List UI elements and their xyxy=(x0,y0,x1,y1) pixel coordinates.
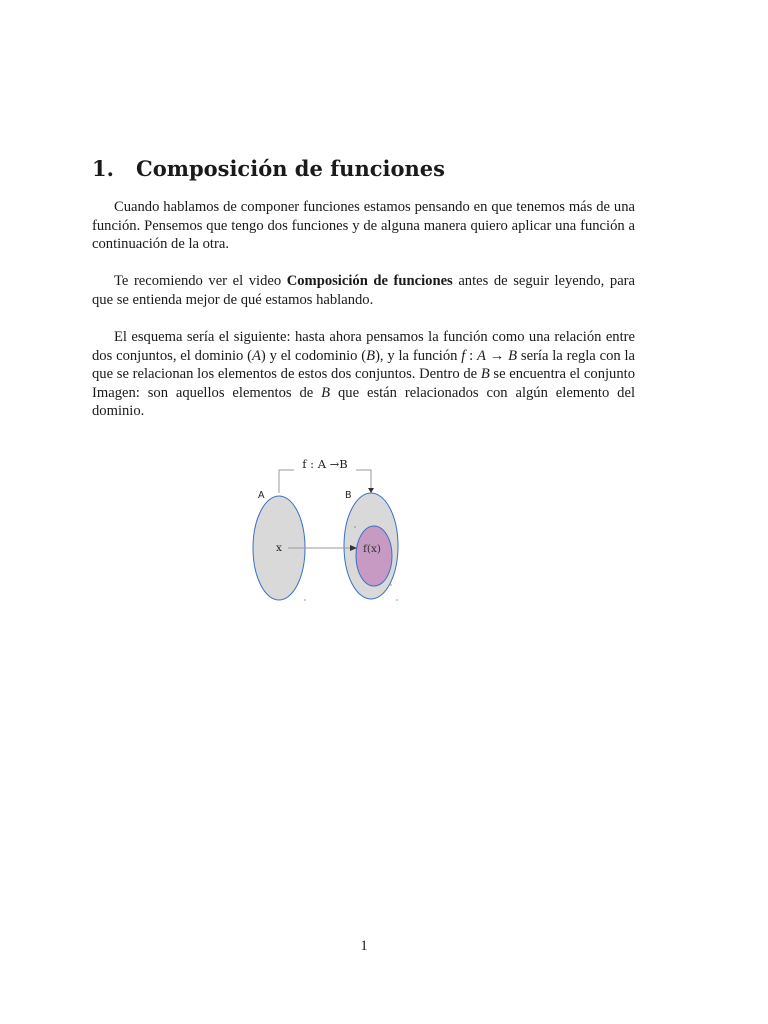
element-x-label: x xyxy=(276,542,282,554)
p2-text-before: Te recomiendo ver el video xyxy=(114,273,287,289)
stray-dot xyxy=(390,584,391,585)
stray-dot xyxy=(396,599,397,600)
stray-dot xyxy=(304,599,305,600)
video-title: Composición de funciones xyxy=(286,273,453,289)
function-label: f : A →B xyxy=(302,457,348,471)
paragraph-scheme xyxy=(92,328,635,421)
p3-text-1: El esquema sería el siguiente: hasta ahora pensamos la función como una relación entre dos conjuntos, el dominio ( xyxy=(92,329,635,364)
set-b-label: B xyxy=(345,490,352,501)
section-number: 1. xyxy=(92,156,114,181)
p3-text-4: sería la regla con la que se relacionan los elementos de estos dos conjuntos. Dentro de xyxy=(92,347,636,382)
mapping-connector xyxy=(279,470,371,493)
p3-text-3: ), y la función xyxy=(375,347,462,364)
math-B: B xyxy=(366,347,376,364)
p2-text-after: antes de seguir leyendo, para que se entienda mejor de qué estamos hablando. xyxy=(92,273,636,308)
math-f: f xyxy=(461,347,466,364)
math-A: A xyxy=(477,347,486,364)
page-number: 1 xyxy=(360,938,368,954)
mapping-connector-arrowhead xyxy=(368,488,374,493)
paragraph-intro: Cuando hablamos de componer funciones estamos pensando en que tenemos más de una función. Pensemos que tengo dos funciones y de alguna manera quiero aplicar una función a continuación de la otra. xyxy=(92,199,635,252)
section-title: Composición de funciones xyxy=(136,156,445,181)
paragraph-video-recommendation xyxy=(92,272,635,309)
stray-dot xyxy=(354,526,355,527)
math-colon: : xyxy=(465,347,477,364)
image-set-ellipse xyxy=(356,526,392,586)
p3-text-6: que están relacionados con algún elemento del dominio. xyxy=(92,384,636,419)
math-arrow: → xyxy=(485,347,509,364)
math-B: B xyxy=(321,384,331,401)
p3-text-2: ) y el codominio ( xyxy=(260,347,367,364)
math-B: B xyxy=(480,366,490,382)
math-B: B xyxy=(508,347,518,364)
section-heading xyxy=(92,156,445,181)
p3-text-5: se encuentra el conjunto Imagen: son aquellos elementos de xyxy=(92,366,635,401)
set-a-label: A xyxy=(258,490,265,501)
image-fx-label: f(x) xyxy=(362,543,382,555)
math-A: A xyxy=(251,347,261,364)
function-diagram-svg xyxy=(240,448,410,608)
function-diagram xyxy=(240,448,410,608)
